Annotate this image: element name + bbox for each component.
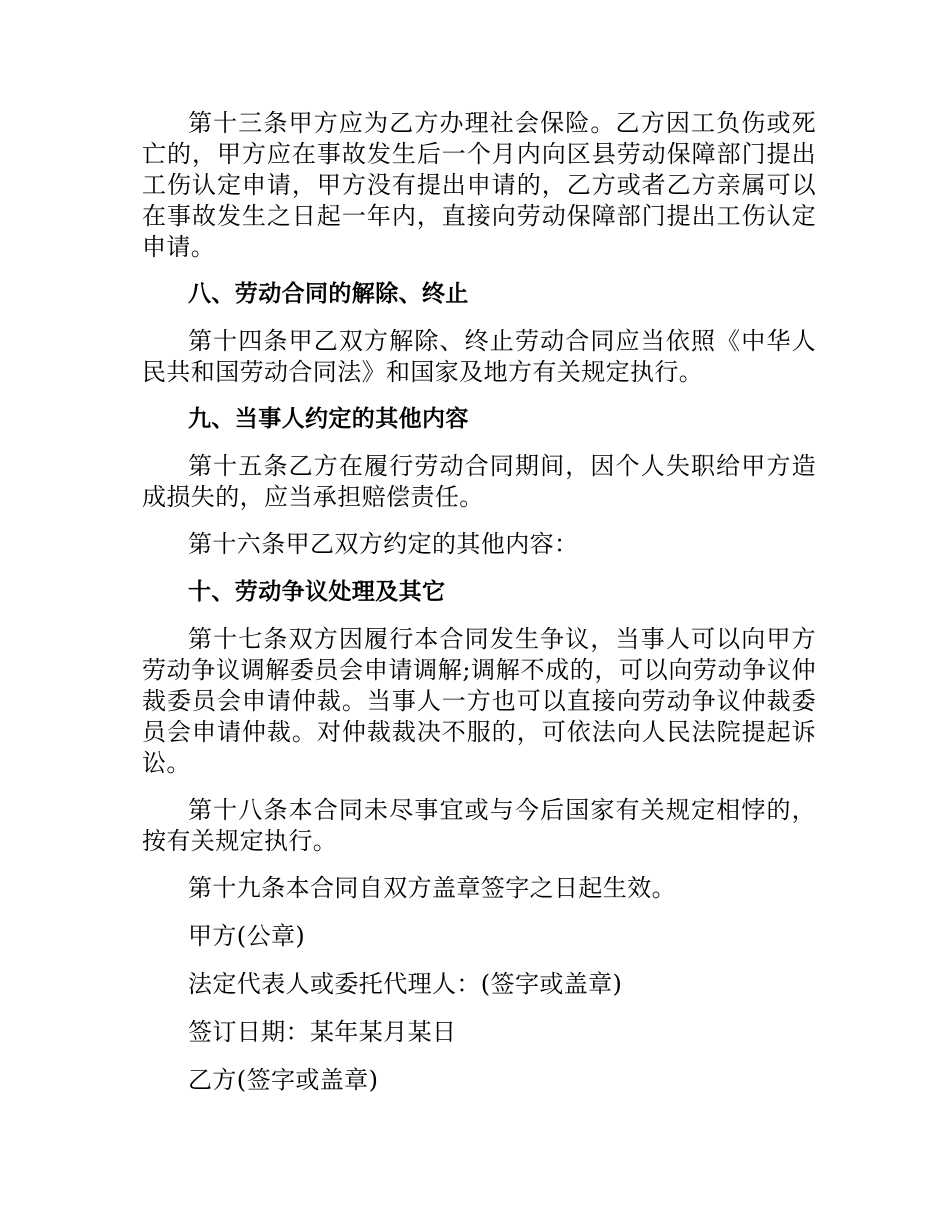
article-17: 第十七条双方因履行本合同发生争议，当事人可以向甲方劳动争议调解委员会申请调解;调解不成的，可以向劳动争议仲裁委员会申请仲裁。当事人一方也可以直接向劳动争议仲裁委员会申请仲裁。对仲裁裁决不服的，可依法向人民法院提起诉讼。 [142,625,816,777]
section-heading-8: 八、劳动合同的解除、终止 [188,281,469,307]
legal-representative: 法定代表人或委托代理人：(签字或盖章) [188,970,623,998]
article-14: 第十四条甲乙双方解除、终止劳动合同应当依照《中华人民共和国劳动合同法》和国家及地方有关规定执行。 [142,327,816,386]
article-13: 第十三条甲方应为乙方办理社会保险。乙方因工负伤或死亡的，甲方应在事故发生后一个月内向区县劳动保障部门提出工伤认定申请，甲方没有提出申请的，乙方或者乙方亲属可以在事故发生之日起一年内，直接向劳动保障部门提出工伤认定申请。 [142,109,816,261]
party-a-seal: 甲方(公章) [188,922,306,950]
section-heading-10: 十、劳动争议处理及其它 [188,579,446,605]
article-19: 第十九条本合同自双方盖章签字之日起生效。 [188,874,676,902]
party-b-signature: 乙方(签字或盖章) [188,1066,379,1094]
sign-date: 签订日期：某年某月某日 [188,1018,457,1046]
article-15: 第十五条乙方在履行劳动合同期间，因个人失职给甲方造成损失的，应当承担赔偿责任。 [142,452,816,511]
article-18: 第十八条本合同未尽事宜或与今后国家有关规定相悖的，按有关规定执行。 [142,796,816,855]
section-heading-9: 九、当事人约定的其他内容 [188,406,469,432]
article-16: 第十六条甲乙双方约定的其他内容： [188,530,579,558]
